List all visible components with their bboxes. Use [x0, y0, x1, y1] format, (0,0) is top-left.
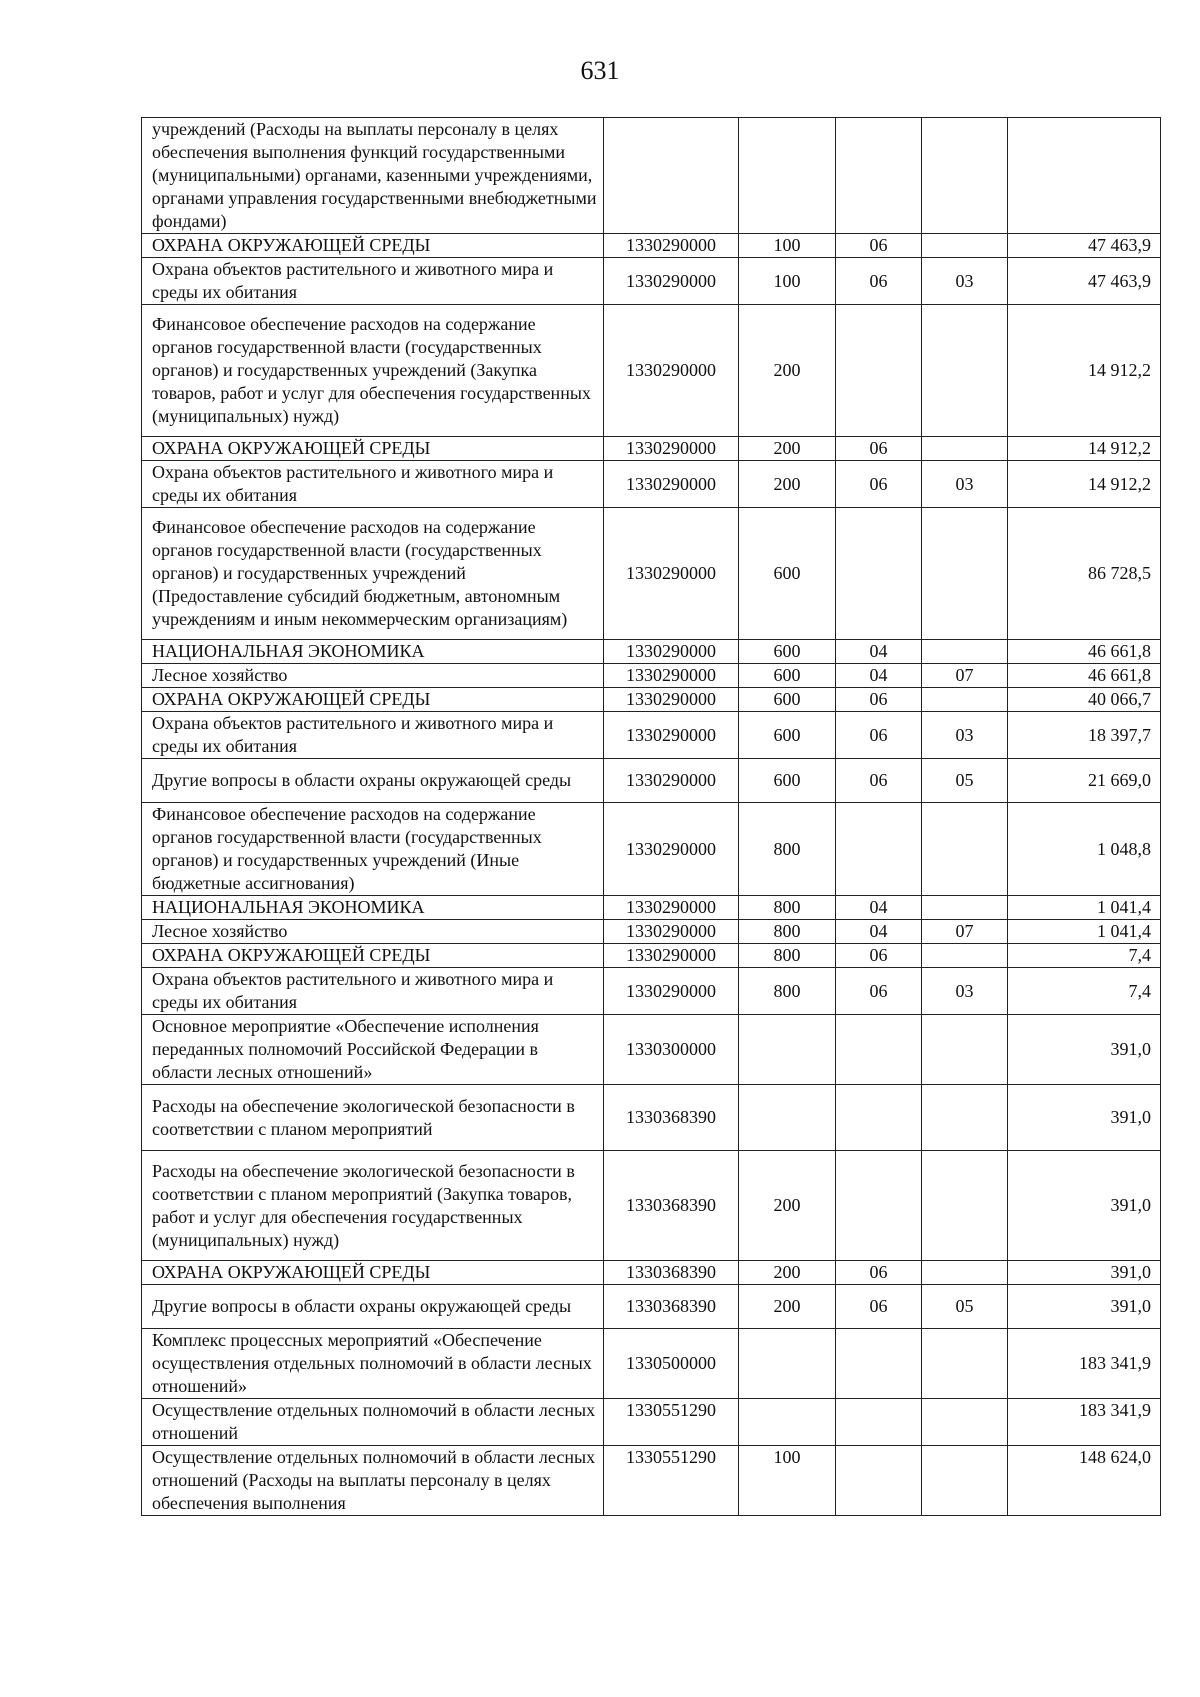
- expense-type-code: [739, 1085, 836, 1151]
- table-row: [142, 712, 1161, 759]
- subsection-code: 03: [922, 258, 1008, 305]
- section-code: [836, 508, 922, 640]
- row-description: Охрана объектов растительного и животного мира и среды их обитания: [142, 968, 604, 1015]
- table-row: [142, 640, 1161, 664]
- section-code: [836, 118, 922, 234]
- subsection-code: [922, 896, 1008, 920]
- table-row: [142, 1285, 1161, 1329]
- expense-type-code: 100: [739, 234, 836, 258]
- expense-type-code: 600: [739, 640, 836, 664]
- table-row: [142, 1015, 1161, 1085]
- amount-value: 148 624,0: [1008, 1446, 1161, 1516]
- expense-type-code: 600: [739, 664, 836, 688]
- section-code: 06: [836, 944, 922, 968]
- target-article-code: 1330368390: [604, 1085, 739, 1151]
- table-row: [142, 461, 1161, 508]
- row-description: ОХРАНА ОКРУЖАЮЩЕЙ СРЕДЫ: [142, 437, 604, 461]
- table-row: [142, 968, 1161, 1015]
- target-article-code: 1330290000: [604, 305, 739, 437]
- page-number: 631: [580, 56, 620, 85]
- subsection-code: 05: [922, 759, 1008, 803]
- table-row: [142, 920, 1161, 944]
- section-code: 06: [836, 759, 922, 803]
- amount-value: 47 463,9: [1008, 234, 1161, 258]
- table-row: [142, 258, 1161, 305]
- expense-type-code: 800: [739, 920, 836, 944]
- target-article-code: 1330290000: [604, 437, 739, 461]
- row-description: ОХРАНА ОКРУЖАЮЩЕЙ СРЕДЫ: [142, 944, 604, 968]
- expense-type-code: [739, 118, 836, 234]
- table-row: [142, 437, 1161, 461]
- row-description: Лесное хозяйство: [142, 920, 604, 944]
- target-article-code: [604, 118, 739, 234]
- subsection-code: [922, 1329, 1008, 1399]
- row-description: Лесное хозяйство: [142, 664, 604, 688]
- target-article-code: 1330290000: [604, 759, 739, 803]
- amount-value: 391,0: [1008, 1261, 1161, 1285]
- target-article-code: 1330290000: [604, 664, 739, 688]
- target-article-code: 1330500000: [604, 1329, 739, 1399]
- amount-value: 46 661,8: [1008, 664, 1161, 688]
- target-article-code: 1330368390: [604, 1151, 739, 1261]
- expense-type-code: 200: [739, 461, 836, 508]
- target-article-code: 1330551290: [604, 1446, 739, 1516]
- target-article-code: 1330290000: [604, 508, 739, 640]
- table-row: [142, 1261, 1161, 1285]
- expense-type-code: 600: [739, 688, 836, 712]
- target-article-code: 1330290000: [604, 968, 739, 1015]
- amount-value: 391,0: [1008, 1085, 1161, 1151]
- section-code: [836, 1446, 922, 1516]
- amount-value: 7,4: [1008, 968, 1161, 1015]
- subsection-code: [922, 1151, 1008, 1261]
- subsection-code: [922, 1261, 1008, 1285]
- amount-value: 391,0: [1008, 1015, 1161, 1085]
- subsection-code: 03: [922, 968, 1008, 1015]
- amount-value: 183 341,9: [1008, 1329, 1161, 1399]
- expense-type-code: 800: [739, 896, 836, 920]
- subsection-code: 03: [922, 712, 1008, 759]
- section-code: [836, 305, 922, 437]
- target-article-code: 1330290000: [604, 640, 739, 664]
- section-code: [836, 1151, 922, 1261]
- amount-value: 86 728,5: [1008, 508, 1161, 640]
- subsection-code: 03: [922, 461, 1008, 508]
- subsection-code: [922, 437, 1008, 461]
- amount-value: 18 397,7: [1008, 712, 1161, 759]
- subsection-code: [922, 1399, 1008, 1446]
- budget-table: [141, 117, 1161, 1516]
- table-row: [142, 664, 1161, 688]
- amount-value: 46 661,8: [1008, 640, 1161, 664]
- row-description: ОХРАНА ОКРУЖАЮЩЕЙ СРЕДЫ: [142, 688, 604, 712]
- table-row: [142, 508, 1161, 640]
- target-article-code: 1330290000: [604, 234, 739, 258]
- target-article-code: 1330290000: [604, 258, 739, 305]
- expense-type-code: 200: [739, 1285, 836, 1329]
- row-description: Охрана объектов растительного и животного мира и среды их обитания: [142, 258, 604, 305]
- subsection-code: [922, 508, 1008, 640]
- subsection-code: [922, 1085, 1008, 1151]
- expense-type-code: 800: [739, 968, 836, 1015]
- expense-type-code: 200: [739, 1151, 836, 1261]
- subsection-code: [922, 803, 1008, 896]
- section-code: [836, 803, 922, 896]
- row-description: НАЦИОНАЛЬНАЯ ЭКОНОМИКА: [142, 640, 604, 664]
- section-code: 04: [836, 920, 922, 944]
- section-code: 06: [836, 712, 922, 759]
- expense-type-code: 200: [739, 305, 836, 437]
- target-article-code: 1330551290: [604, 1399, 739, 1446]
- expense-type-code: 200: [739, 437, 836, 461]
- amount-value: 14 912,2: [1008, 461, 1161, 508]
- row-description: Осуществление отдельных полномочий в области лесных отношений: [142, 1399, 604, 1446]
- section-code: 04: [836, 896, 922, 920]
- expense-type-code: 100: [739, 1446, 836, 1516]
- target-article-code: 1330300000: [604, 1015, 739, 1085]
- table-row: [142, 234, 1161, 258]
- row-description: Финансовое обеспечение расходов на содержание органов государственной власти (государственных органов) и государственных учреждений (Закупка товаров, работ и услуг для обеспечения государственных (муниципальных) нужд): [142, 305, 604, 437]
- table-body: [142, 118, 1161, 1516]
- table-row: [142, 1446, 1161, 1516]
- amount-value: 14 912,2: [1008, 305, 1161, 437]
- section-code: [836, 1015, 922, 1085]
- row-description: Комплекс процессных мероприятий «Обеспечение осуществления отдельных полномочий в области лесных отношений»: [142, 1329, 604, 1399]
- expense-type-code: 600: [739, 508, 836, 640]
- section-code: 04: [836, 640, 922, 664]
- subsection-code: [922, 944, 1008, 968]
- subsection-code: 07: [922, 664, 1008, 688]
- row-description: Другие вопросы в области охраны окружающей среды: [142, 759, 604, 803]
- table-row: [142, 1329, 1161, 1399]
- target-article-code: 1330368390: [604, 1261, 739, 1285]
- amount-value: 1 041,4: [1008, 920, 1161, 944]
- expense-type-code: [739, 1399, 836, 1446]
- section-code: 06: [836, 234, 922, 258]
- section-code: 06: [836, 258, 922, 305]
- row-description: Финансовое обеспечение расходов на содержание органов государственной власти (государственных органов) и государственных учреждений (Предоставление субсидий бюджетным, автономным учреждениям и иным некоммерческим организациям): [142, 508, 604, 640]
- amount-value: 47 463,9: [1008, 258, 1161, 305]
- target-article-code: 1330290000: [604, 944, 739, 968]
- subsection-code: [922, 640, 1008, 664]
- row-description: НАЦИОНАЛЬНАЯ ЭКОНОМИКА: [142, 896, 604, 920]
- table-row: [142, 759, 1161, 803]
- target-article-code: 1330290000: [604, 688, 739, 712]
- table-row: [142, 896, 1161, 920]
- table-row: [142, 803, 1161, 896]
- amount-value: 391,0: [1008, 1285, 1161, 1329]
- section-code: 06: [836, 1261, 922, 1285]
- target-article-code: 1330290000: [604, 461, 739, 508]
- subsection-code: [922, 1015, 1008, 1085]
- table-row: [142, 1399, 1161, 1446]
- expense-type-code: [739, 1015, 836, 1085]
- amount-value: 21 669,0: [1008, 759, 1161, 803]
- row-description: Расходы на обеспечение экологической безопасности в соответствии с планом мероприятий (Закупка товаров, работ и услуг для обеспечения государственных (муниципальных) нужд): [142, 1151, 604, 1261]
- amount-value: 14 912,2: [1008, 437, 1161, 461]
- target-article-code: 1330290000: [604, 896, 739, 920]
- amount-value: 391,0: [1008, 1151, 1161, 1261]
- section-code: [836, 1329, 922, 1399]
- section-code: [836, 1399, 922, 1446]
- table-row: [142, 305, 1161, 437]
- subsection-code: [922, 688, 1008, 712]
- row-description: Охрана объектов растительного и животного мира и среды их обитания: [142, 461, 604, 508]
- section-code: 06: [836, 437, 922, 461]
- table-row: [142, 1085, 1161, 1151]
- amount-value: 7,4: [1008, 944, 1161, 968]
- target-article-code: 1330290000: [604, 803, 739, 896]
- expense-type-code: 100: [739, 258, 836, 305]
- subsection-code: 05: [922, 1285, 1008, 1329]
- amount-value: 1 041,4: [1008, 896, 1161, 920]
- expense-type-code: [739, 1329, 836, 1399]
- table-row: [142, 944, 1161, 968]
- subsection-code: [922, 1446, 1008, 1516]
- row-description: ОХРАНА ОКРУЖАЮЩЕЙ СРЕДЫ: [142, 234, 604, 258]
- table-row: [142, 688, 1161, 712]
- row-description: Осуществление отдельных полномочий в области лесных отношений (Расходы на выплаты персоналу в целях обеспечения выполнения: [142, 1446, 604, 1516]
- row-description: учреждений (Расходы на выплаты персоналу в целях обеспечения выполнения функций государственными (муниципальными) органами, казенными учреждениями, органами управления государственными внебюджетными фондами): [142, 118, 604, 234]
- amount-value: [1008, 118, 1161, 234]
- section-code: 06: [836, 688, 922, 712]
- expense-type-code: 800: [739, 803, 836, 896]
- section-code: 06: [836, 461, 922, 508]
- subsection-code: [922, 234, 1008, 258]
- amount-value: 40 066,7: [1008, 688, 1161, 712]
- expense-type-code: 200: [739, 1261, 836, 1285]
- target-article-code: 1330290000: [604, 920, 739, 944]
- expense-type-code: 800: [739, 944, 836, 968]
- row-description: Финансовое обеспечение расходов на содержание органов государственной власти (государственных органов) и государственных учреждений (Иные бюджетные ассигнования): [142, 803, 604, 896]
- subsection-code: 07: [922, 920, 1008, 944]
- row-description: Другие вопросы в области охраны окружающей среды: [142, 1285, 604, 1329]
- expense-type-code: 600: [739, 759, 836, 803]
- amount-value: 183 341,9: [1008, 1399, 1161, 1446]
- section-code: 06: [836, 968, 922, 1015]
- target-article-code: 1330368390: [604, 1285, 739, 1329]
- section-code: [836, 1085, 922, 1151]
- section-code: 06: [836, 1285, 922, 1329]
- target-article-code: 1330290000: [604, 712, 739, 759]
- row-description: ОХРАНА ОКРУЖАЮЩЕЙ СРЕДЫ: [142, 1261, 604, 1285]
- row-description: Расходы на обеспечение экологической безопасности в соответствии с планом мероприятий: [142, 1085, 604, 1151]
- expense-type-code: 600: [739, 712, 836, 759]
- row-description: Охрана объектов растительного и животного мира и среды их обитания: [142, 712, 604, 759]
- section-code: 04: [836, 664, 922, 688]
- table-row: [142, 118, 1161, 234]
- subsection-code: [922, 305, 1008, 437]
- amount-value: 1 048,8: [1008, 803, 1161, 896]
- table-row: [142, 1151, 1161, 1261]
- subsection-code: [922, 118, 1008, 234]
- row-description: Основное мероприятие «Обеспечение исполнения переданных полномочий Российской Федерации в области лесных отношений»: [142, 1015, 604, 1085]
